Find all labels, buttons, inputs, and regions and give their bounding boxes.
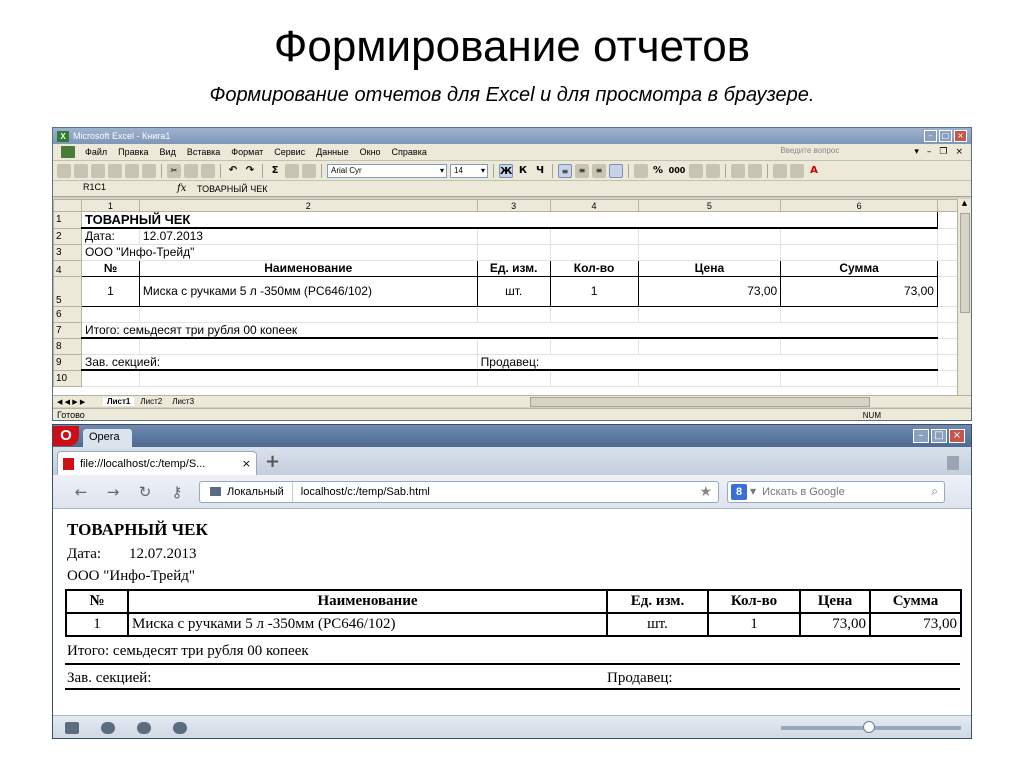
column-header[interactable]: 3: [477, 200, 550, 212]
cell[interactable]: [477, 370, 550, 386]
row-header[interactable]: 7: [54, 322, 82, 338]
cell[interactable]: [937, 228, 957, 244]
cell[interactable]: [937, 338, 957, 354]
receipt-title: ТОВАРНЫЙ ЧЕК: [67, 520, 208, 539]
item-name: Миска с ручками 5 л -350мм (PC646/102): [128, 613, 607, 636]
cell-head-signature[interactable]: Зав. секцией:: [81, 354, 477, 370]
table-header-row: [66, 590, 961, 613]
cell-header-sum[interactable]: Сумма: [781, 260, 938, 276]
column-header-name: Наименование: [128, 590, 607, 613]
cell[interactable]: [781, 244, 938, 260]
menu-view[interactable]: Вид: [159, 147, 176, 157]
cell-company[interactable]: ООО "Инфо-Трейд": [81, 244, 477, 260]
cell[interactable]: [139, 370, 477, 386]
minimize-icon[interactable]: –: [924, 130, 937, 142]
head-signature-label: Зав. секцией:: [67, 670, 152, 686]
paste-icon[interactable]: [201, 164, 215, 178]
row-header[interactable]: 10: [54, 370, 82, 386]
row-header[interactable]: 3: [54, 244, 82, 260]
sheet-row: [54, 306, 958, 322]
help-question-input[interactable]: Введите вопрос: [780, 146, 840, 155]
local-label: Локальный: [227, 485, 284, 498]
column-header[interactable]: 5: [638, 200, 781, 212]
cell[interactable]: [937, 322, 957, 338]
close-icon[interactable]: ×: [954, 130, 967, 142]
excel-menubar: [53, 144, 971, 161]
signature-row: [65, 668, 960, 690]
formula-bar: [53, 181, 971, 197]
cell-date-value[interactable]: 12.07.2013: [139, 228, 477, 244]
item-quantity: 1: [708, 613, 800, 636]
local-badge[interactable]: [200, 482, 293, 502]
chevron-down-icon[interactable]: ▾: [914, 147, 919, 157]
doc-close-icon[interactable]: ×: [955, 147, 963, 157]
cell[interactable]: [781, 306, 938, 322]
cell-item-number[interactable]: 1: [81, 276, 139, 306]
row-header[interactable]: 5: [54, 276, 82, 306]
minimize-icon[interactable]: –: [913, 429, 929, 443]
row-header[interactable]: 6: [54, 306, 82, 322]
select-all-corner[interactable]: [54, 200, 82, 212]
row-header[interactable]: 1: [54, 212, 82, 229]
sheet-tabs-bar: [53, 395, 971, 407]
horizontal-scrollbar[interactable]: [530, 397, 870, 407]
excel-window: [52, 127, 972, 421]
menu-format[interactable]: Формат: [231, 147, 264, 157]
menu-edit[interactable]: Правка: [118, 147, 149, 157]
currency-icon[interactable]: [634, 164, 648, 178]
cell[interactable]: [638, 338, 781, 354]
opera-titlebar: [53, 425, 971, 447]
cell[interactable]: [477, 306, 550, 322]
permission-icon[interactable]: [108, 164, 122, 178]
sheet-nav-arrows-icon[interactable]: ◀ ◀ ▶ ▶: [57, 397, 86, 406]
cell-item-price[interactable]: 73,00: [638, 276, 781, 306]
column-header-quantity: Кол-во: [708, 590, 800, 613]
cell[interactable]: [550, 228, 638, 244]
row-header[interactable]: 2: [54, 228, 82, 244]
num-lock-indicator: NUM: [862, 410, 881, 420]
align-center-icon[interactable]: ≡: [575, 164, 589, 178]
row-header[interactable]: 8: [54, 338, 82, 354]
redo-icon[interactable]: ↷: [245, 164, 255, 176]
spreadsheet-grid: [53, 199, 958, 395]
cell-total[interactable]: Итого: семьдесят три рубля 00 копеек: [81, 322, 937, 338]
sheet-row: [54, 354, 958, 370]
sheet-tab-2[interactable]: Лист2: [140, 397, 163, 406]
menu-tools[interactable]: Сервис: [274, 147, 306, 157]
sheet-row: [54, 370, 958, 386]
opera-window: [52, 424, 972, 739]
cell[interactable]: [638, 306, 781, 322]
menu-data[interactable]: Данные: [316, 147, 349, 157]
save-icon[interactable]: [91, 164, 105, 178]
date-value: 12.07.2013: [129, 546, 197, 562]
align-left-icon[interactable]: ≡: [558, 164, 572, 178]
column-header[interactable]: 2: [139, 200, 477, 212]
sheet-row: [54, 228, 958, 244]
percent-button[interactable]: %: [652, 164, 664, 176]
italic-button[interactable]: К: [518, 164, 528, 176]
cell[interactable]: [638, 228, 781, 244]
cell[interactable]: [550, 244, 638, 260]
status-text: Готово: [57, 410, 85, 420]
excel-window-title: Microsoft Excel - Книга1: [73, 131, 171, 141]
cell[interactable]: [781, 228, 938, 244]
cell[interactable]: [937, 370, 957, 386]
doc-minimize-icon[interactable]: –: [926, 147, 932, 157]
merge-cells-icon[interactable]: [609, 164, 623, 178]
sheet-row: [54, 338, 958, 354]
opera-tab-bar: [53, 447, 971, 475]
item-number: 1: [66, 613, 128, 636]
doc-restore-icon[interactable]: ❐: [939, 147, 948, 157]
cell-header-unit[interactable]: Ед. изм.: [477, 260, 550, 276]
reload-icon[interactable]: ↻: [138, 482, 152, 501]
excel-status-bar: [53, 408, 971, 421]
cell[interactable]: [550, 306, 638, 322]
cell[interactable]: [81, 370, 139, 386]
font-size-select[interactable]: 14 ▾: [450, 164, 488, 178]
preview-icon[interactable]: [142, 164, 156, 178]
search-icon[interactable]: ⌕: [931, 484, 938, 498]
trash-icon[interactable]: [947, 456, 959, 470]
cell[interactable]: [937, 212, 957, 229]
opera-favicon-icon: [63, 458, 74, 470]
sheet-row: [54, 212, 958, 229]
sheet-row: [54, 322, 958, 338]
tab-close-icon[interactable]: ×: [241, 457, 251, 470]
excel-titlebar: [53, 128, 971, 144]
menu-insert[interactable]: Вставка: [186, 147, 221, 157]
zoom-slider[interactable]: [781, 726, 961, 730]
zoom-slider-knob[interactable]: [863, 721, 875, 733]
column-header-number: №: [66, 590, 128, 613]
borders-icon[interactable]: [773, 164, 787, 178]
cell[interactable]: [937, 276, 957, 306]
underline-button[interactable]: Ч: [535, 164, 545, 176]
chevron-down-icon[interactable]: ▼: [750, 487, 757, 496]
opera-window-title: Opera: [83, 429, 132, 447]
cell[interactable]: [937, 354, 957, 370]
fill-color-icon[interactable]: [790, 164, 804, 178]
company-name: ООО "Инфо-Трейд": [67, 568, 195, 584]
font-color-icon[interactable]: A: [810, 164, 818, 176]
cell[interactable]: [477, 244, 550, 260]
column-header-price: Цена: [800, 590, 870, 613]
opera-logo-icon[interactable]: O: [53, 426, 79, 446]
seller-signature-label: Продавец:: [607, 670, 673, 686]
cell-item-quantity[interactable]: 1: [550, 276, 638, 306]
address-bar[interactable]: [199, 481, 719, 503]
receipt-table: [65, 589, 962, 637]
sheet-tab-1[interactable]: Лист1: [103, 397, 134, 406]
decrease-indent-icon[interactable]: [731, 164, 745, 178]
column-header[interactable]: 1: [81, 200, 139, 212]
cell[interactable]: [81, 338, 139, 354]
menu-help[interactable]: Справка: [391, 147, 427, 157]
forward-icon[interactable]: →: [106, 482, 120, 501]
vertical-scrollbar[interactable]: [957, 199, 971, 395]
cell-item-unit[interactable]: шт.: [477, 276, 550, 306]
increase-indent-icon[interactable]: [748, 164, 762, 178]
key-icon[interactable]: ⚷: [171, 482, 183, 501]
cell[interactable]: [139, 338, 477, 354]
opera-status-bar: [53, 715, 971, 739]
increase-decimal-icon[interactable]: [689, 164, 703, 178]
date-label: Дата:: [67, 546, 102, 562]
font-name-select[interactable]: Arial Cyr ▾: [327, 164, 447, 178]
maximize-icon[interactable]: □: [931, 429, 947, 443]
sheet-row: [54, 276, 958, 306]
slide-subtitle: Формирование отчетов для Excel и для просмотра в браузере.: [209, 84, 815, 106]
google-icon[interactable]: 8: [731, 484, 747, 500]
cell[interactable]: [477, 338, 550, 354]
column-header-row: [54, 200, 958, 212]
search-input[interactable]: Искать в Google: [762, 485, 845, 498]
bold-button[interactable]: Ж: [500, 165, 513, 177]
cell-header-number[interactable]: №: [81, 260, 139, 276]
cell-header-name[interactable]: Наименование: [139, 260, 477, 276]
cell-receipt-title[interactable]: ТОВАРНЫЙ ЧЕК: [81, 212, 937, 229]
open-folder-icon[interactable]: [74, 164, 88, 178]
cell[interactable]: [781, 370, 938, 386]
name-box[interactable]: R1C1: [83, 182, 107, 192]
menu-window[interactable]: Окно: [359, 147, 381, 157]
cell[interactable]: [937, 260, 957, 276]
column-header-sum: Сумма: [870, 590, 961, 613]
excel-logo-icon: X: [57, 131, 69, 142]
bookmark-star-icon[interactable]: ★: [699, 483, 712, 500]
cell-header-price[interactable]: Цена: [638, 260, 781, 276]
formula-input[interactable]: ТОВАРНЫЙ ЧЕК: [197, 183, 268, 194]
copy-icon[interactable]: [184, 164, 198, 178]
scroll-thumb[interactable]: [960, 213, 970, 313]
cloud-icon[interactable]: [101, 722, 115, 734]
column-header[interactable]: [937, 200, 957, 212]
cell[interactable]: [937, 244, 957, 260]
cut-icon[interactable]: ✂: [167, 164, 181, 178]
opera-navigation-bar: [53, 475, 971, 509]
monitor-icon: [210, 487, 221, 496]
workbook-icon[interactable]: [61, 146, 75, 158]
cell-header-quantity[interactable]: Кол-во: [550, 260, 638, 276]
panel-toggle-icon[interactable]: [65, 722, 79, 734]
undo-icon[interactable]: ↶: [228, 164, 238, 176]
zoom-icon[interactable]: [302, 164, 316, 178]
cell[interactable]: [550, 370, 638, 386]
cell-seller-signature[interactable]: Продавец:: [477, 354, 937, 370]
cell[interactable]: [638, 370, 781, 386]
item-unit: шт.: [607, 613, 708, 636]
column-header-unit: Ед. изм.: [607, 590, 708, 613]
url-text[interactable]: localhost/c:/temp/Sab.html: [300, 485, 430, 498]
decrease-decimal-icon[interactable]: [706, 164, 720, 178]
sheet-row: [54, 244, 958, 260]
column-header[interactable]: 6: [781, 200, 938, 212]
sheet-row: [54, 260, 958, 276]
cell-date-label[interactable]: Дата:: [81, 228, 139, 244]
cell[interactable]: [550, 338, 638, 354]
menu-file[interactable]: Файл: [85, 147, 108, 157]
share-icon[interactable]: [137, 722, 151, 734]
row-header[interactable]: 4: [54, 260, 82, 276]
cell[interactable]: [781, 338, 938, 354]
speed-dial-icon[interactable]: [173, 722, 187, 734]
row-header[interactable]: 9: [54, 354, 82, 370]
autosum-icon[interactable]: Σ: [271, 164, 279, 176]
sheet-tab-3[interactable]: Лист3: [172, 397, 195, 406]
thousands-button[interactable]: 000: [668, 165, 686, 175]
cell-item-sum[interactable]: 73,00: [781, 276, 938, 306]
cell[interactable]: [937, 306, 957, 322]
slide-title: Формирование отчетов: [273, 22, 751, 71]
column-header[interactable]: 4: [550, 200, 638, 212]
align-right-icon[interactable]: ≡: [592, 164, 606, 178]
table-row: [66, 613, 961, 636]
scroll-up-icon[interactable]: ▲: [961, 199, 968, 207]
fx-icon[interactable]: fx: [177, 183, 187, 194]
item-price: 73,00: [800, 613, 870, 636]
sort-icon[interactable]: [285, 164, 299, 178]
browser-tab[interactable]: [57, 451, 257, 475]
browser-tab-title: file://localhost/c:/temp/S...: [80, 457, 206, 470]
back-icon[interactable]: ←: [74, 482, 88, 501]
cell-item-name[interactable]: Миска с ручками 5 л -350мм (PC646/102): [139, 276, 477, 306]
page-content: [53, 510, 971, 715]
maximize-icon[interactable]: □: [939, 130, 952, 142]
cell[interactable]: [638, 244, 781, 260]
total-in-words: Итого: семьдесят три рубля 00 копеек: [65, 643, 960, 665]
cell[interactable]: [81, 306, 139, 322]
item-sum: 73,00: [870, 613, 961, 636]
search-box[interactable]: [727, 481, 945, 503]
print-icon[interactable]: [125, 164, 139, 178]
new-file-icon[interactable]: [57, 164, 71, 178]
cell[interactable]: [477, 228, 550, 244]
cell[interactable]: [139, 306, 477, 322]
close-icon[interactable]: ×: [949, 429, 965, 443]
excel-toolbar: [53, 161, 971, 181]
new-tab-icon[interactable]: +: [265, 451, 281, 472]
